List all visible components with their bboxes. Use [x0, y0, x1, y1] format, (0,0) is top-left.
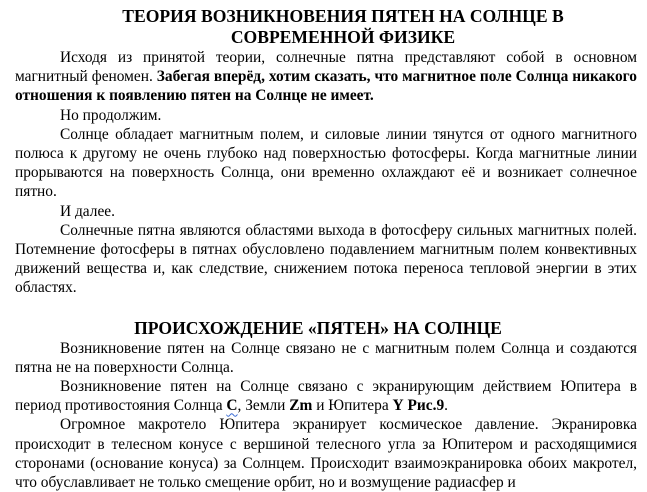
paragraph-jupiter-screening [15, 377, 637, 415]
paragraph-further: И далее. [60, 202, 115, 220]
paragraph-text: . [444, 397, 449, 415]
section-spacer [15, 298, 637, 318]
document-page [15, 6, 637, 492]
paragraph-origin-not-magnetic: Возникновение пятен на Солнце связано не с магнитным полем Солнца и создаются пятна не на поверхности Солнца. [15, 339, 637, 376]
paragraph-continue: Но продолжим. [60, 106, 162, 124]
paragraph-text: и Юпитера [312, 397, 393, 415]
paragraph-magnetic-phenomenon [15, 48, 637, 106]
bold-statement: Забегая вперёд, хотим сказать, что магнитное поле Солнца никакого отношения к появлению пятен на Солнце не имеет [15, 68, 637, 105]
bold-period: . [369, 87, 374, 105]
paragraph-text: , Земли [237, 397, 290, 415]
figure-reference: Рис.9 [407, 397, 445, 415]
paragraph-macrobody-screening: Огромное макротело Юпитера экранирует космическое давление. Экранировка происходит в телесном конусе с вершиной телесного угла за Юпитером и расходящимися сторонами (основание конуса) за Солнцем. Происходит взаимоэкранировка обоих макротел, что обуславливает не только смещение орбит, но и возмущение радиасфер и [15, 416, 637, 492]
paragraph-text: Возникновение пятен на Солнце связано с экранирующим действием Юпитера в период противостояния Солнца [15, 378, 637, 415]
symbol-jupiter: Y [392, 397, 404, 415]
paragraph-text: Исходя из принятой теории, солнечные пятна представляют собой в основном магнитный феномен. [15, 49, 637, 86]
section-title-origin: ПРОИСХОЖДЕНИЕ «ПЯТЕН» НА СОЛНЦЕ [134, 317, 502, 338]
paragraph-magnetic-field: Солнце обладает магнитным полем, и силовые линии тянутся от одного магнитного полюса к другому не очень глубоко над поверхностью фотосферы. Когда магнитные линии прорываются на поверхность Солнца, они временно охлаждают её и возникает солнечное пятно. [15, 125, 637, 201]
symbol-sun: С [226, 397, 238, 415]
symbol-earth: Zm [289, 397, 313, 415]
paragraph-sunspot-regions: Солнечные пятна являются областями выхода в фотосферу сильных магнитных полей. Потемнение фотосферы в пятнах обусловлено подавлением магнитным полем конвективных движений вещества и, как следствие, снижением потока переноса тепловой энергии в этих областях. [15, 221, 637, 297]
section-title-theory: ТЕОРИЯ ВОЗНИКНОВЕНИЯ ПЯТЕН НА СОЛНЦЕ В СОВРЕМЕННОЙ ФИЗИКЕ [122, 6, 564, 47]
